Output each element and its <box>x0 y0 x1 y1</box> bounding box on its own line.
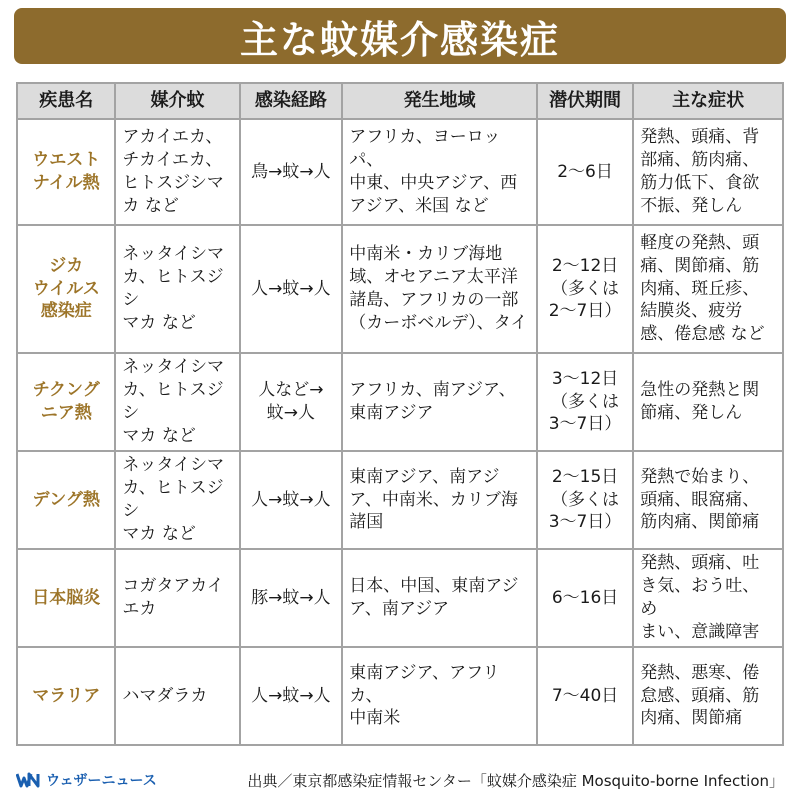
symptoms-text: 軽度の発熱、頭 痛、関節痛、筋 肉痛、斑丘疹、 結膜炎、疲労 感、倦怠感 など <box>640 232 765 345</box>
symptoms-cell <box>633 119 783 225</box>
table-row <box>17 119 783 225</box>
incubation-cell <box>537 451 633 549</box>
table-row <box>17 353 783 451</box>
route-text: 人→蚊→人 <box>251 685 331 706</box>
vector-cell <box>115 225 239 353</box>
region-text: 日本、中国、東南アジ ア、南アジア <box>349 576 519 619</box>
symptoms-text: 発熱、頭痛、吐 き気、おう吐、め まい、意識障害 <box>640 553 760 642</box>
header-region: 発生地域 <box>342 83 537 119</box>
table-header-row <box>17 83 783 119</box>
title-banner <box>14 8 786 64</box>
incubation-text: 2〜15日 （多くは 3〜7日） <box>548 466 622 533</box>
header-route: 感染経路 <box>240 83 343 119</box>
region-text: アフリカ、南アジア、 東南アジア <box>349 380 516 423</box>
symptoms-cell <box>633 451 783 549</box>
vector-cell <box>115 451 239 549</box>
vector-text: ネッタイシマ カ、ヒトスジシ マカ など <box>122 244 225 333</box>
disease-name-text: デング熱 <box>32 489 100 510</box>
table-row <box>17 451 783 549</box>
disease-name <box>17 647 115 745</box>
vector-text: ハマダラカ <box>122 685 208 706</box>
route-cell <box>240 451 343 549</box>
footer <box>16 766 784 794</box>
disease-name-text: ジカ ウイルス 感染症 <box>32 255 100 322</box>
header-symptoms: 主な症状 <box>633 83 783 119</box>
region-cell <box>342 225 537 353</box>
region-text: アフリカ、ヨーロッパ、 中東、中央アジア、西 アジア、米国 など <box>349 127 518 216</box>
header-incubation: 潜伏期間 <box>537 83 633 119</box>
table-row <box>17 647 783 745</box>
route-cell <box>240 549 343 647</box>
incubation-text: 3〜12日 （多くは 3〜7日） <box>548 368 622 435</box>
incubation-cell <box>537 119 633 225</box>
symptoms-cell <box>633 647 783 745</box>
incubation-text: 7〜40日 <box>551 685 619 706</box>
region-text: 東南アジア、南アジ ア、中南米、カリブ海 諸国 <box>349 466 518 533</box>
route-text: 鳥→蚊→人 <box>251 161 331 182</box>
region-cell <box>342 647 537 745</box>
vector-cell <box>115 647 239 745</box>
incubation-cell <box>537 225 633 353</box>
vector-text: コガタアカイ エカ <box>122 576 224 619</box>
weathernews-logo-icon <box>16 771 42 789</box>
vector-text: アカイエカ、 チカイエカ、 ヒトスジシマ カ など <box>122 127 224 216</box>
region-cell <box>342 119 537 225</box>
incubation-cell <box>537 353 633 451</box>
region-text: 東南アジア、アフリカ、 中南米 <box>349 662 500 729</box>
vector-cell <box>115 549 239 647</box>
route-cell <box>240 119 343 225</box>
route-text: 人→蚊→人 <box>251 278 331 299</box>
incubation-cell <box>537 549 633 647</box>
vector-text: ネッタイシマ カ、ヒトスジシ マカ など <box>122 455 225 544</box>
disease-name <box>17 451 115 549</box>
region-cell <box>342 451 537 549</box>
vector-cell <box>115 119 239 225</box>
region-cell <box>342 353 537 451</box>
route-cell <box>240 647 343 745</box>
symptoms-cell <box>633 225 783 353</box>
source-citation: 出典／東京都感染症情報センター「蚊媒介感染症 Mosquito-borne Infection」 <box>247 771 784 790</box>
incubation-text: 6〜16日 <box>551 587 619 608</box>
table-row <box>17 225 783 353</box>
disease-name-text: マラリア <box>32 685 101 706</box>
symptoms-cell <box>633 549 783 647</box>
incubation-cell <box>537 647 633 745</box>
disease-name-text: チクング ニア熱 <box>32 380 100 423</box>
disease-name-text: 日本脳炎 <box>32 587 101 608</box>
logo-text: ウェザーニュース <box>46 773 157 789</box>
region-cell <box>342 549 537 647</box>
route-text: 豚→蚊→人 <box>251 587 331 608</box>
disease-name <box>17 225 115 353</box>
symptoms-text: 急性の発熱と関 節痛、発しん <box>640 380 760 423</box>
header-disease: 疾患名 <box>17 83 115 119</box>
header-vector: 媒介蚊 <box>115 83 239 119</box>
mosquito-disease-table <box>16 82 784 746</box>
route-cell <box>240 353 343 451</box>
disease-name <box>17 353 115 451</box>
vector-cell <box>115 353 239 451</box>
symptoms-text: 発熱、頭痛、背 部痛、筋肉痛、 筋力低下、食欲 不振、発しん <box>640 127 760 216</box>
page-title: 主な蚊媒介感染症 <box>239 17 560 62</box>
symptoms-cell <box>633 353 783 451</box>
disease-name-text: ウエスト ナイル熱 <box>32 150 101 193</box>
disease-name <box>17 119 115 225</box>
table-row <box>17 549 783 647</box>
route-text: 人など→ 蚊→人 <box>258 380 324 423</box>
route-text: 人→蚊→人 <box>251 489 331 510</box>
incubation-text: 2〜6日 <box>557 161 613 182</box>
disease-name <box>17 549 115 647</box>
incubation-text: 2〜12日 （多くは 2〜7日） <box>548 255 622 322</box>
vector-text: ネッタイシマ カ、ヒトスジシ マカ など <box>122 357 225 446</box>
region-text: 中南米・カリブ海地 域、オセアニア太平洋 諸島、アフリカの一部 （カーボベルデ）、タイ <box>349 244 528 333</box>
weathernews-logo <box>16 770 157 790</box>
route-cell <box>240 225 343 353</box>
symptoms-text: 発熱で始まり、 頭痛、眼窩痛、 筋肉痛、関節痛 <box>640 466 760 533</box>
symptoms-text: 発熱、悪寒、倦 怠感、頭痛、筋 肉痛、関節痛 <box>640 662 760 729</box>
